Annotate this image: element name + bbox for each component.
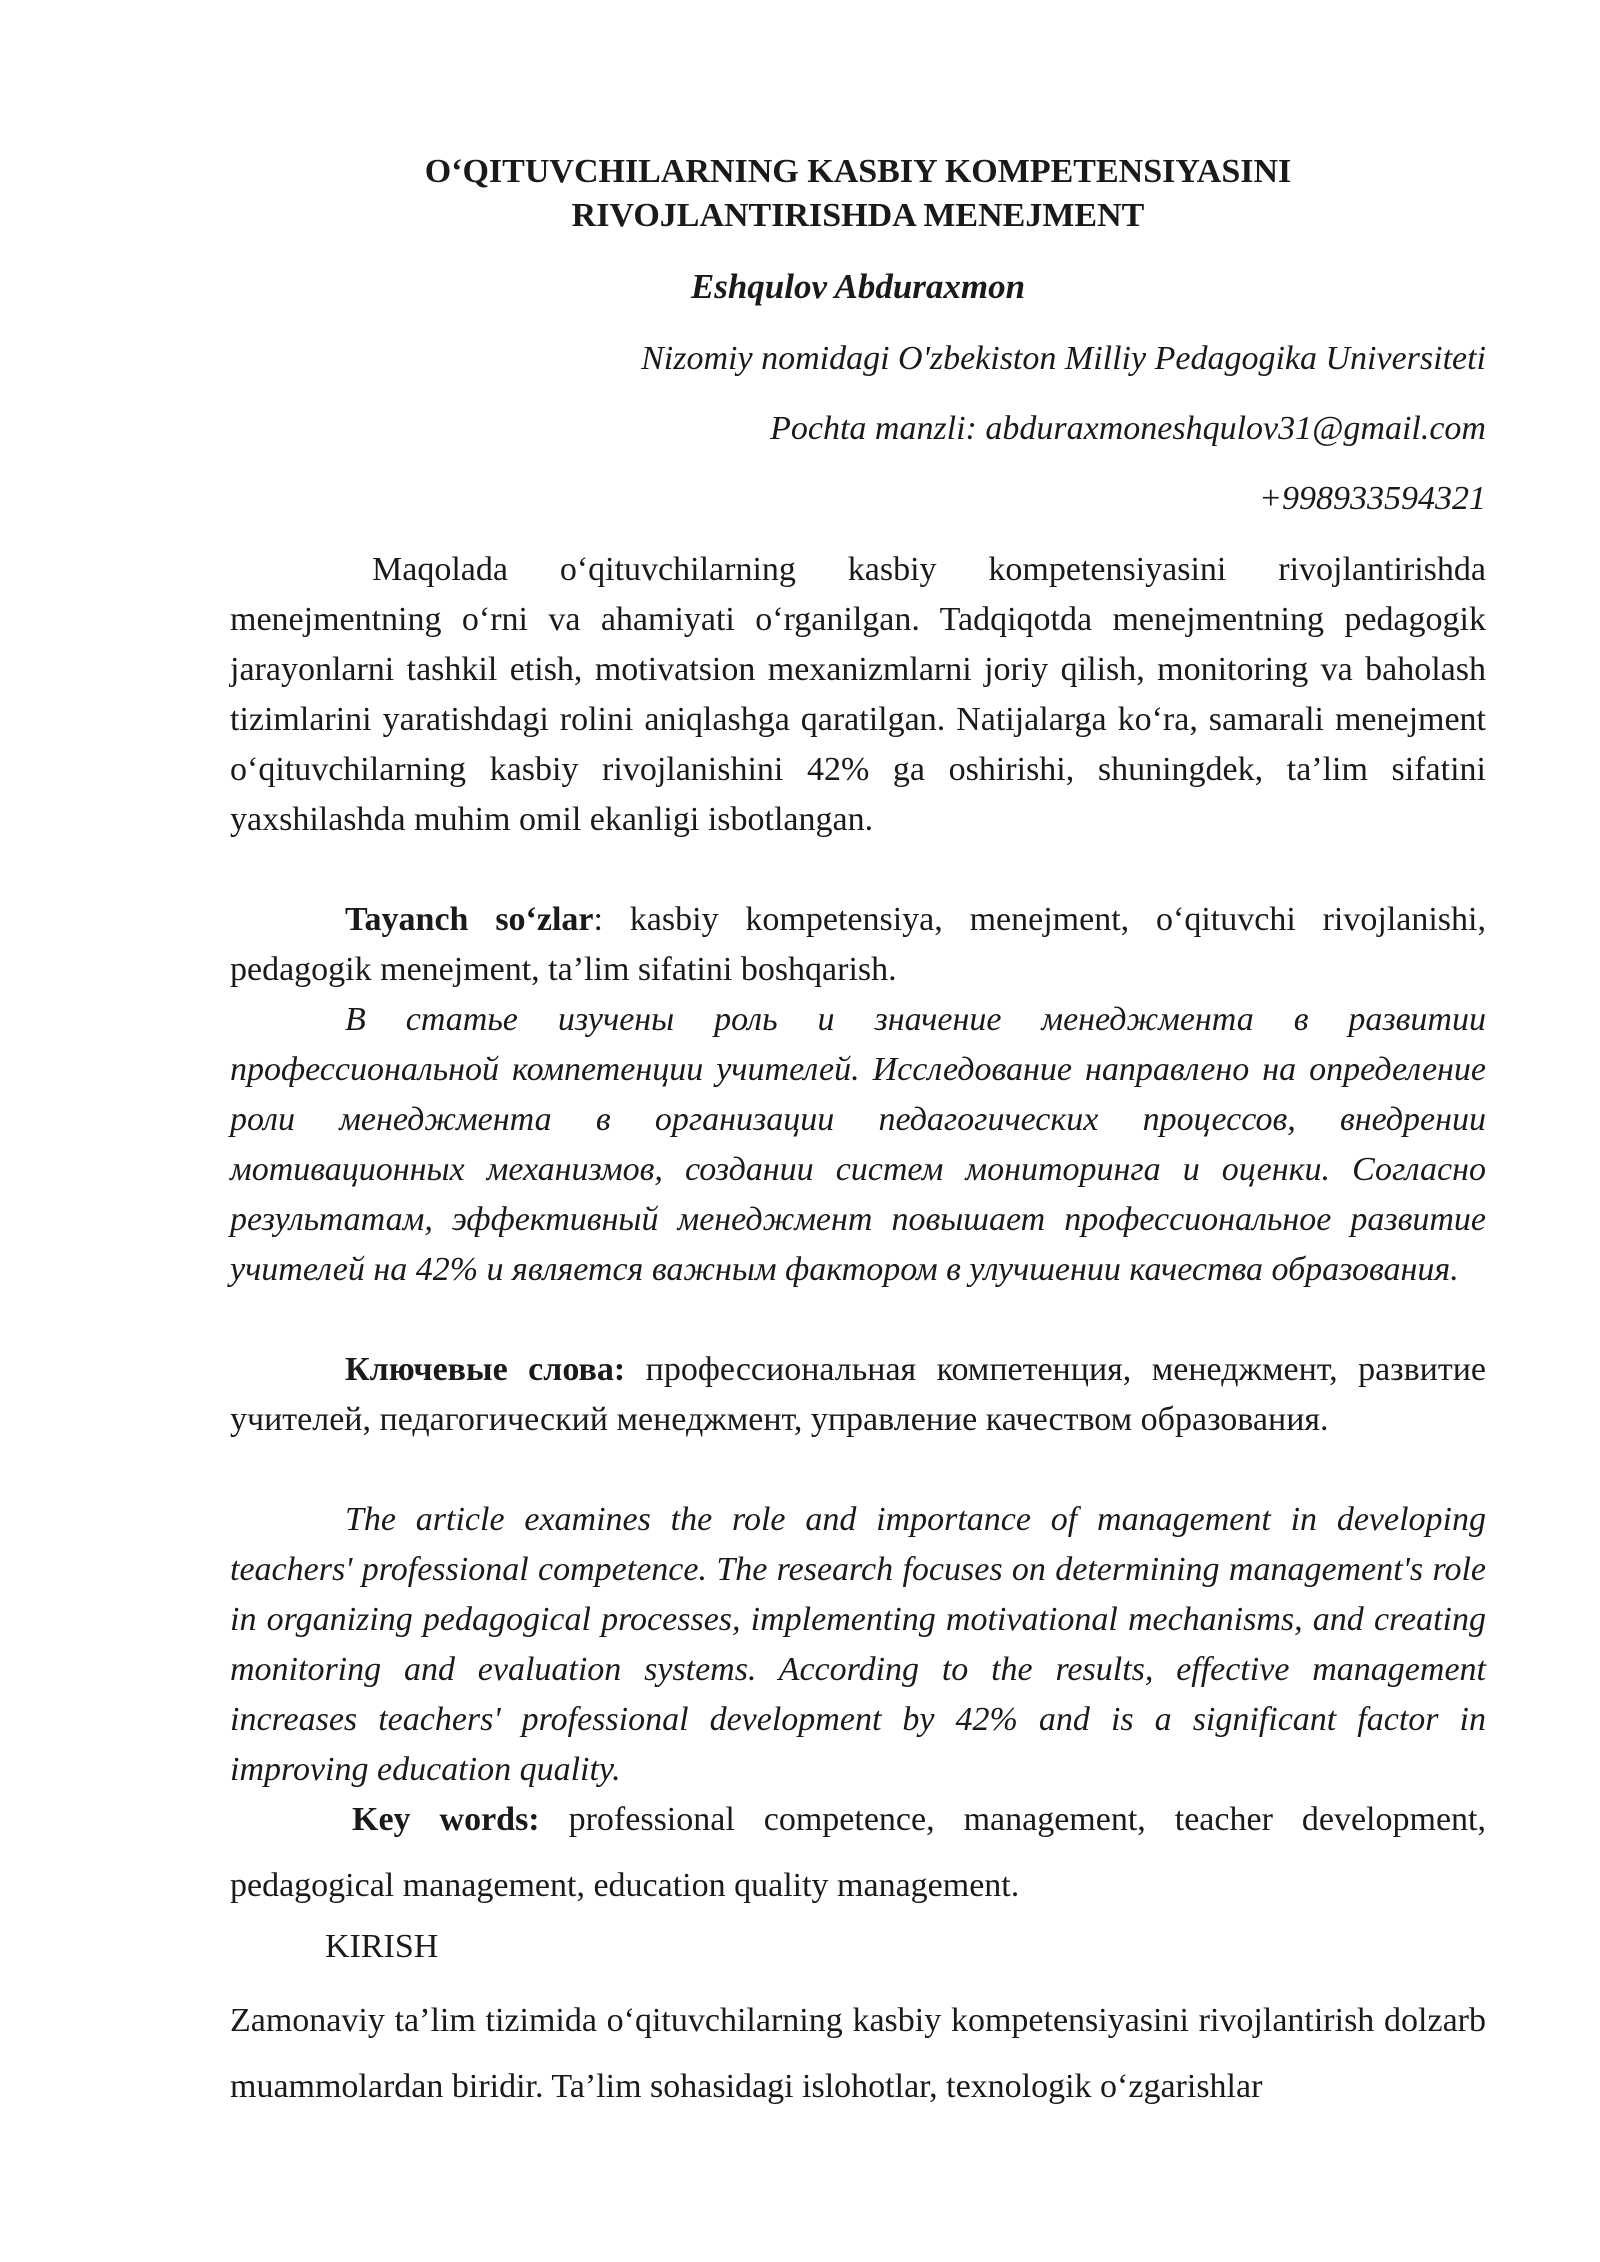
keywords-en-label: Key words:: [352, 1801, 540, 1838]
abstract-uz: Maqolada o‘qituvchilarning kasbiy kompetensiyasini rivojlantirishda menejmentning o‘rni va ahamiyati o‘rganilgan. Tadqiqotda menejmentning pedagogik jarayonlarni tashkil etish, motivatsion mexanizmlarni joriy qilish, monitoring va baholash tizimlarini yaratishdagi rolini aniqlashga qaratilgan. Natijalarga ko‘ra, samarali menejment o‘qituvchilarning kasbiy rivojlanishini 42% ga oshirishi, shuningdek, ta’lim sifatini yaxshilashda muhim omil ekanligi isbotlangan.: [230, 551, 1486, 838]
abstract-en: The article examines the role and importance of management in developing teachers' professional competence. The research focuses on determining management's role in organizing pedagogical processes, implementing motivational mechanisms, and creating monitoring and evaluation systems. According to the results, effective management increases teachers' professional development by 42% and is a significant factor in improving education quality.: [230, 1501, 1486, 1788]
keywords-ru-label: Ключевые слова:: [345, 1351, 626, 1388]
keywords-ru-text: профессиональная компетенция, менеджмент, развитие учителей, педагогический менеджмент, управление качеством образования.: [230, 1351, 1486, 1438]
phone-line: +998933594321: [1259, 480, 1486, 517]
author-name: Eshqulov Abduraxmon: [690, 267, 1026, 306]
keywords-en-text: professional competence, management, teacher development, pedagogical management, education quality management.: [230, 1801, 1486, 1904]
title-line-1: O‘QITUVCHILARNING KASBIY KOMPETENSIYASINI: [424, 153, 1292, 190]
abstract-ru: В статье изучены роль и значение менеджмента в развитии профессиональной компетенции учителей. Исследование направлено на определение роли менеджмента в организации педагогических процессов, внедрении мотивационных механизмов, создании систем мониторинга и оценки. Согласно результатам, эффективный менеджмент повышает профессиональное развитие учителей на 42% и является важным фактором в улучшении качества образования.: [230, 1001, 1486, 1288]
article-title: [230, 150, 1486, 238]
keywords-en: [230, 1787, 1486, 1919]
intro-paragraph: Zamonaviy ta’lim tizimida o‘qituvchilarning kasbiy kompetensiyasini rivojlantirish dolzarb muammolardan biridir. Ta’lim sohasidagi islohotlar, texnologik o‘zgarishlar: [230, 2002, 1486, 2105]
keywords-ru: [230, 1345, 1486, 1445]
keywords-uz-label: Tayanch so‘zlar: [345, 901, 594, 938]
affiliation: Nizomiy nomidagi O'zbekiston Milliy Pedagogika Universiteti: [641, 340, 1486, 377]
keywords-uz: [230, 895, 1486, 995]
section-heading-kirish: KIRISH: [325, 1928, 439, 1965]
title-line-2: RIVOJLANTIRISHDA MENEJMENT: [571, 197, 1145, 234]
keywords-uz-text: : kasbiy kompetensiya, menejment, o‘qituvchi rivojlanishi, pedagogik menejment, ta’lim sifatini boshqarish.: [230, 901, 1486, 988]
email-line: Pochta manzli: abduraxmoneshqulov31@gmail.com: [770, 410, 1486, 447]
